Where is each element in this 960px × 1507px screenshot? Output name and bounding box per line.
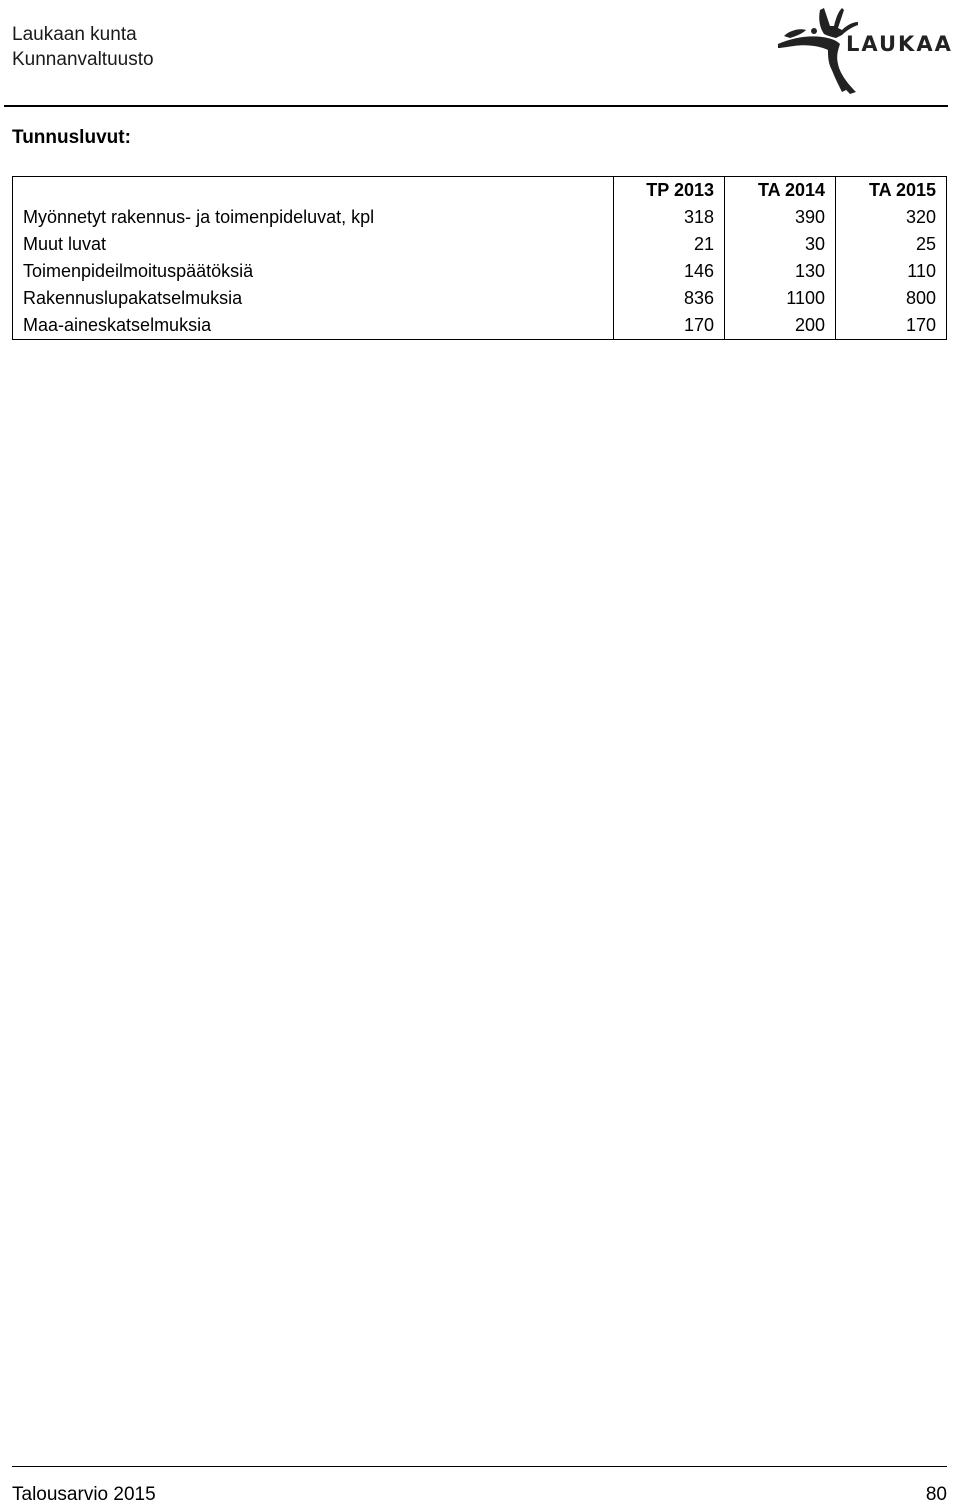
cell-value: 320: [905, 207, 936, 227]
footer-document-title: Talousarvio 2015: [12, 1484, 156, 1505]
footer-divider: [12, 1466, 947, 1467]
row-label: Maa-aineskatselmuksia: [13, 312, 614, 340]
row-label: Muut luvat: [13, 231, 614, 258]
row-label: Rakennuslupakatselmuksia: [13, 285, 614, 312]
cell-value: 25: [915, 234, 936, 254]
key-figures-table: [12, 176, 947, 340]
cell-value: 130: [725, 258, 836, 285]
cell-value: 200: [725, 312, 836, 340]
cell-value: 318: [614, 204, 725, 231]
table-row: [13, 204, 947, 231]
page-number: 80: [925, 1484, 947, 1505]
logo-text: LAUKAA: [846, 32, 953, 56]
cell-value: 836: [614, 285, 725, 312]
table-row: [13, 312, 947, 340]
section-title: Tunnusluvut:: [12, 127, 131, 148]
column-header-label: [13, 177, 614, 205]
cell-value: 30: [725, 231, 836, 258]
column-header-ta2014: TA 2014: [725, 177, 836, 205]
cell-value: 146: [614, 258, 725, 285]
cell-value: 390: [725, 204, 836, 231]
org-name: Laukaan kunta: [12, 24, 137, 45]
table-row: [13, 258, 947, 285]
header-divider: [4, 105, 948, 107]
cell-value: 21: [614, 231, 725, 258]
cell-value: 170: [614, 312, 725, 340]
table-header-row: [13, 177, 947, 205]
cell-value: 800: [905, 288, 936, 308]
header-org: [12, 22, 154, 72]
cell-value: 110: [907, 261, 936, 281]
row-label: Myönnetyt rakennus- ja toimenpideluvat, kpl: [13, 204, 614, 231]
table-row: [13, 231, 947, 258]
table-row: [13, 285, 947, 312]
cell-value: 170: [836, 312, 947, 340]
row-label: Toimenpideilmoituspäätöksiä: [13, 258, 614, 285]
org-body: Kunnanvaltuusto: [12, 49, 154, 70]
cell-value: 1100: [725, 285, 836, 312]
column-header-ta2015: TA 2015: [868, 180, 936, 200]
column-header-tp2013: TP 2013: [614, 177, 725, 205]
